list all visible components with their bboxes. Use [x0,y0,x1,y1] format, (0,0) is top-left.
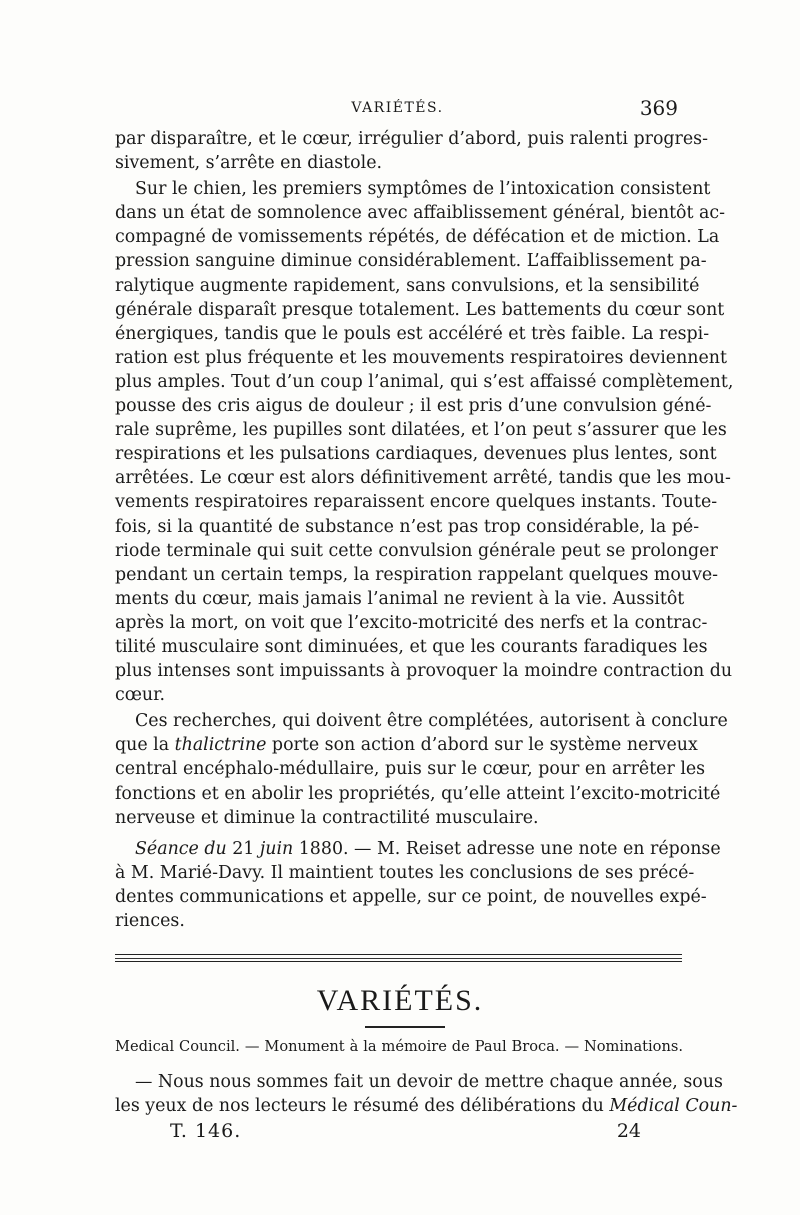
text-run: les yeux de nos lecteurs le résumé des délibérations du [115,1096,610,1117]
text-line: pression sanguine diminue considérablement. L’affaiblissement pa- [115,251,707,272]
section-divider [115,954,682,965]
text-line: par disparaître, et le cœur, irrégulier d’abord, puis ralenti progres- [115,129,708,149]
text-run: porte son action d’abord sur le système nerveux [266,735,698,756]
page-header [115,96,680,126]
text-line: dans un état de somnolence avec affaiblissement général, bientôt ac- [115,203,726,224]
text-line: énergiques, tandis que le pouls est accéléré et très faible. La respi- [115,323,710,344]
text-line: à M. Marié-Davy. Il maintient toutes les conclusions de ses précé- [115,862,695,883]
text-line: ments du cœur, mais jamais l’animal ne revient à la vie. Aussitôt [115,588,685,609]
paragraph-1 [115,127,708,175]
text-line: fois, si la quantité de substance n’est pas trop considérable, la pé- [115,516,700,537]
divider-rule [115,954,682,955]
text-line: tilité musculaire sont diminuées, et que les courants faradiques les [115,636,708,657]
text-line: Ces recherches, qui doivent être complétées, autorisent à conclure [135,711,728,732]
section-subheading: Medical Council. — Monument à la mémoire de Paul Broca. — Nominations. [115,1038,683,1055]
paragraph-2 [115,177,734,707]
article-body [115,127,734,935]
text-line: respirations et les pulsations cardiaques, devenues plus lentes, sont [115,444,717,465]
text-line: compagné de vomissements répétés, de défécation et de miction. La [115,227,720,248]
text-run: 1880. — M. Reiset adresse une note en réponse [293,838,721,859]
title-underline [365,1026,445,1028]
text-line: ration est plus fréquente et les mouvements respiratoires deviennent [115,347,727,368]
section-title: VARIÉTÉS. [316,984,484,1017]
text-line: plus intenses sont impuissants à provoquer la moindre contraction du [115,661,733,682]
divider-rule [115,958,682,959]
seance-label: Séance du [135,838,227,859]
text-line [115,1094,738,1118]
italic-term: thalictrine [174,735,267,756]
text-line: pendant un certain temps, la respiration rappelant quelques mouve- [115,564,719,585]
text-line [115,733,698,757]
text-line: riode terminale qui suit cette convulsion générale peut se prolonger [115,540,718,561]
text-line: central encéphalo-médullaire, puis sur le cœur, pour en arrêter les [115,759,706,780]
text-line: Sur le chien, les premiers symptômes de l’intoxication consistent [135,179,711,200]
text-line: cœur. [115,685,166,706]
paragraph-conclusion [115,709,728,829]
text-line: fonctions et en abolir les propriétés, qu’elle atteint l’excito-motricité [115,783,721,804]
text-run: que la [115,735,175,756]
running-head: VARIÉTÉS. [351,100,444,116]
text-line: arrêtées. Le cœur est alors définitivement arrêté, tandis que les mou- [115,468,731,489]
page-number: 369 [639,96,678,120]
paragraph-seance [115,837,721,933]
text-line: vements respiratoires reparaissent encore quelques instants. Toute- [115,492,718,513]
text-line: — Nous nous sommes fait un devoir de mettre chaque année, sous [135,1072,723,1092]
text-line: générale disparaît presque totalement. Les battements du cœur sont [115,299,725,320]
signature-number: 24 [616,1120,641,1142]
text-line [115,837,721,861]
text-line: après la mort, on voit que l’excito-motricité des nerfs et la contrac- [115,612,708,633]
divider-rule [115,961,682,962]
text-line: sivement, s’arrête en diastole. [115,153,383,174]
text-run: 21 [226,838,260,859]
text-line: rale suprême, les pupilles sont dilatées, et l’on peut s’assurer que les [115,420,727,441]
text-line: ralytique augmente rapidement, sans convulsions, et la sensibilité [115,275,700,296]
page-footer [115,1120,683,1148]
text-line: plus amples. Tout d’un coup l’animal, qui s’est affaissé complètement, [115,371,734,392]
seance-month: juin [259,838,294,859]
text-line: dentes communications et appelle, sur ce point, de nouvelles expé- [115,886,707,907]
text-line: riences. [115,911,185,931]
signature-mark: T. 146. [170,1120,242,1142]
section-body [115,1070,738,1119]
text-line: nerveuse et diminue la contractilité musculaire. [115,807,539,828]
italic-term: Médical Coun- [609,1096,738,1117]
text-line: pousse des cris aigus de douleur ; il est pris d’une convulsion géné- [115,396,712,417]
